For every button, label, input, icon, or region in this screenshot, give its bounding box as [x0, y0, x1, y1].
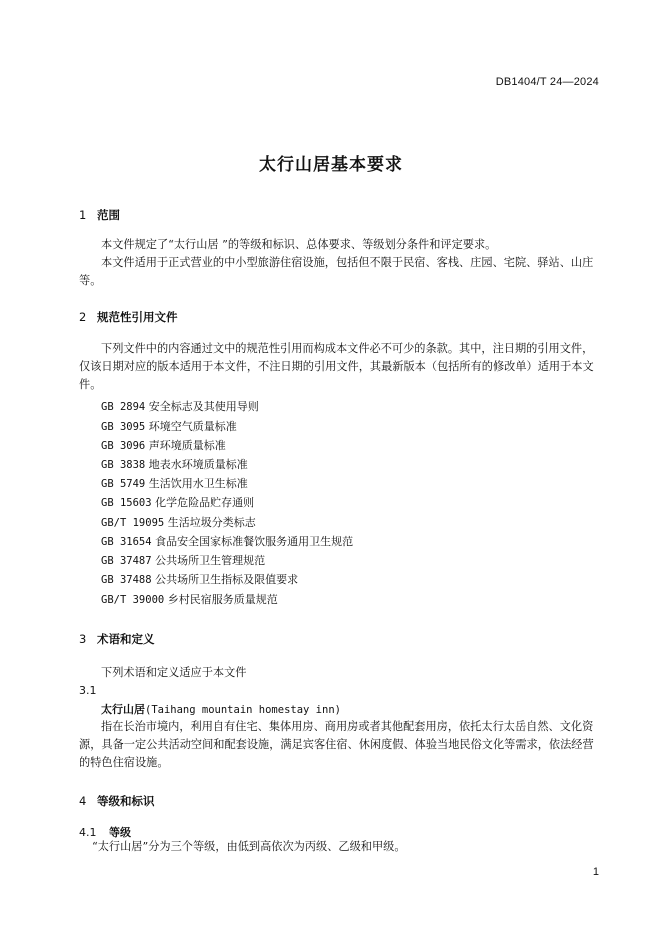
reference-name: 安全标志及其使用导则: [148, 400, 259, 413]
reference-name: 地表水环境质量标准: [148, 458, 248, 471]
reference-code: GB 3838: [101, 459, 146, 471]
subsection-title: 等级: [109, 826, 131, 839]
reference-item: [101, 418, 237, 434]
reference-code: GB/T 39000: [101, 594, 165, 606]
section-3-heading: [79, 631, 155, 647]
section-2-heading: [79, 309, 178, 325]
section-title: 范围: [97, 208, 120, 222]
section-title: 规范性引用文件: [97, 310, 178, 324]
section-1-para-2: 本文件适用于正式营业的中小型旅游住宿设施，包括但不限于民宿、客栈、庄园、宅院、驿站、山庄等。: [79, 256, 594, 287]
reference-code: GB 31654: [101, 536, 152, 548]
reference-item: [101, 533, 353, 549]
reference-code: GB 3095: [101, 421, 146, 433]
reference-code: GB 2894: [101, 401, 146, 413]
term-entry: [101, 701, 341, 717]
reference-name: 公共场所卫生指标及限值要求: [155, 573, 299, 586]
page-number: 1: [592, 866, 599, 878]
section-3-para-1: 下列术语和定义适应于本文件: [101, 666, 247, 679]
reference-code: GB/T 19095: [101, 517, 165, 529]
section-1-para-1: 本文件规定了“太行山居 ”的等级和标识、总体要求、等级划分条件和评定要求。: [101, 238, 497, 251]
section-4-heading: [79, 793, 155, 809]
section-number: 2: [79, 310, 87, 324]
reference-code: GB 37488: [101, 574, 152, 586]
reference-item: [101, 571, 298, 587]
reference-item: [101, 552, 265, 568]
section-number: 3: [79, 632, 87, 646]
subsection-number: 4.1: [79, 826, 97, 839]
reference-name: 声环境质量标准: [148, 439, 226, 452]
term-definition: 指在长治市境内，利用自有住宅、集体用房、商用房或者其他配套用房，依托太行太岳自然、文化资源，具备一定公共活动空间和配套设施，满足宾客住宿、休闲度假、体验当地民俗文化等需求，依法经营的特色住宿设施。: [79, 720, 594, 769]
term-chinese: 太行山居: [101, 703, 145, 716]
reference-name: 生活饮用水卫生标准: [148, 477, 248, 490]
reference-name: 生活垃圾分类标志: [167, 516, 256, 529]
section-1-heading: [79, 207, 120, 223]
reference-code: GB 3096: [101, 440, 146, 452]
section-4-para-1: “太行山居”分为三个等级，由低到高依次为丙级、乙级和甲级。: [92, 840, 406, 853]
section-number: 4: [79, 794, 87, 808]
section-title: 术语和定义: [97, 632, 155, 646]
reference-code: GB 15603: [101, 497, 152, 509]
reference-name: 公共场所卫生管理规范: [155, 554, 266, 567]
section-title: 等级和标识: [97, 794, 155, 808]
term-number: 3.1: [79, 684, 97, 697]
section-number: 1: [79, 208, 87, 222]
page-title: 太行山居基本要求: [259, 155, 403, 175]
reference-item: [101, 591, 278, 607]
term-english: (Taihang mountain homestay inn): [145, 704, 341, 716]
reference-name: 化学危险品贮存通则: [155, 496, 255, 509]
reference-item: [101, 494, 254, 510]
reference-name: 食品安全国家标准餐饮服务通用卫生规范: [155, 535, 354, 548]
reference-item: [101, 456, 248, 472]
reference-item: [101, 398, 259, 414]
reference-item: [101, 514, 256, 530]
reference-item: [101, 475, 248, 491]
reference-name: 环境空气质量标准: [148, 420, 237, 433]
reference-code: GB 5749: [101, 478, 146, 490]
reference-code: GB 37487: [101, 555, 152, 567]
reference-item: [101, 437, 226, 453]
section-2-para-1: 下列文件中的内容通过文中的规范性引用而构成本文件必不可少的条款。其中，注日期的引用文件，仅该日期对应的版本适用于本文件，不注日期的引用文件，其最新版本（包括所有的修改单）适用于本文件。: [79, 342, 594, 391]
reference-name: 乡村民宿服务质量规范: [167, 593, 278, 606]
standard-code: DB1404/T 24—2024: [495, 76, 599, 88]
